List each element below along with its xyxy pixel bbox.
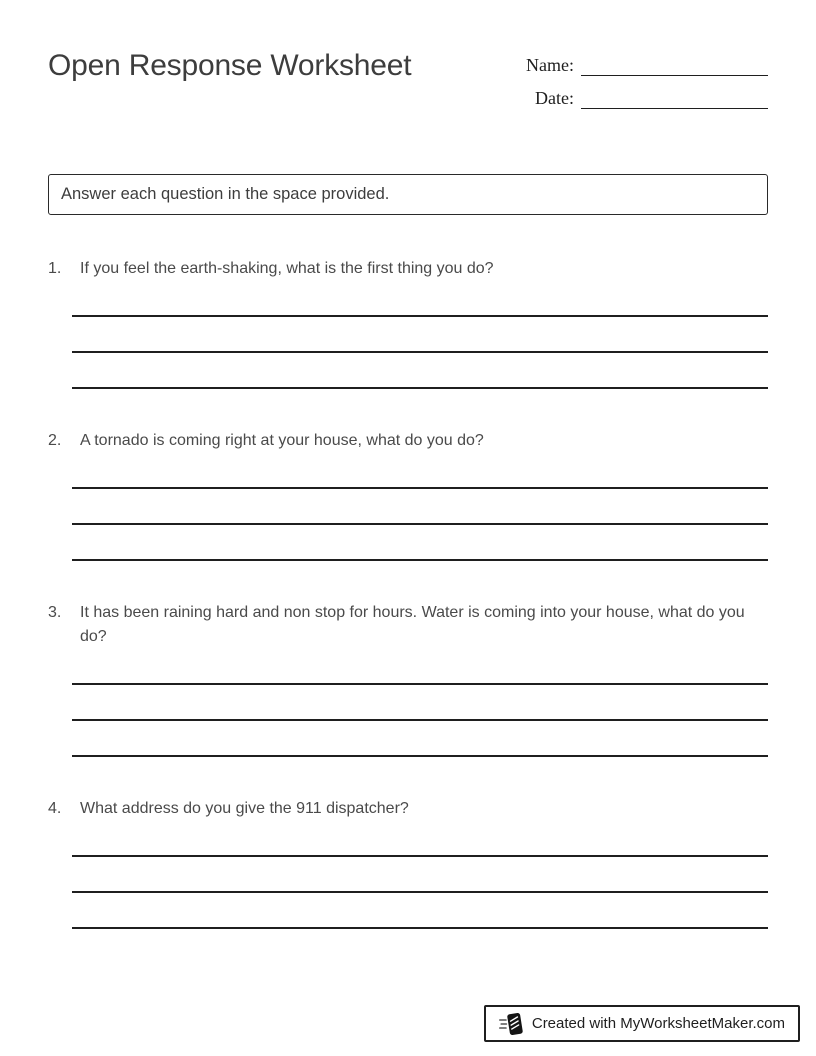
attribution-badge — [484, 1005, 800, 1042]
answer-lines — [72, 453, 768, 561]
date-blank-line — [581, 87, 768, 109]
name-field-row — [518, 52, 768, 76]
question-row — [48, 601, 768, 649]
name-blank-line — [581, 54, 768, 76]
answer-line — [72, 685, 768, 721]
instructions-box — [48, 174, 768, 215]
question-text: If you feel the earth-shaking, what is the first thing you do? — [80, 260, 494, 277]
question-row — [48, 429, 768, 453]
question-text: What address do you give the 911 dispatcher? — [80, 800, 409, 817]
answer-line — [72, 721, 768, 757]
answer-line — [72, 893, 768, 929]
worksheet-maker-logo-icon — [499, 1011, 523, 1037]
answer-line — [72, 353, 768, 389]
attribution-text: Created with MyWorksheetMaker.com — [531, 1015, 785, 1032]
student-fields — [518, 48, 768, 118]
name-label: Name: — [526, 55, 574, 75]
question-row — [48, 797, 768, 821]
question-list — [48, 257, 768, 929]
question-number: 4. — [48, 800, 62, 817]
answer-line — [72, 453, 768, 489]
question-item-3 — [48, 601, 768, 757]
question-item-2 — [48, 429, 768, 561]
instructions-text: Answer each question in the space provided. — [61, 185, 390, 203]
answer-lines — [72, 281, 768, 389]
answer-line — [72, 857, 768, 893]
answer-line — [72, 281, 768, 317]
question-row — [48, 257, 768, 281]
date-field-row — [518, 85, 768, 109]
question-item-1 — [48, 257, 768, 389]
answer-line — [72, 649, 768, 685]
answer-line — [72, 489, 768, 525]
date-label: Date: — [535, 88, 574, 108]
answer-line — [72, 525, 768, 561]
question-number: 1. — [48, 260, 62, 277]
question-number: 2. — [48, 432, 62, 449]
header — [48, 0, 768, 118]
answer-lines — [72, 821, 768, 929]
question-text: A tornado is coming right at your house, what do you do? — [80, 432, 484, 449]
answer-lines — [72, 649, 768, 757]
page-title: Open Response Worksheet — [48, 49, 412, 82]
question-item-4 — [48, 797, 768, 929]
answer-line — [72, 317, 768, 353]
question-text: It has been raining hard and non stop for hours. Water is coming into your house, what do you do? — [80, 604, 745, 645]
question-number: 3. — [48, 604, 62, 621]
answer-line — [72, 821, 768, 857]
